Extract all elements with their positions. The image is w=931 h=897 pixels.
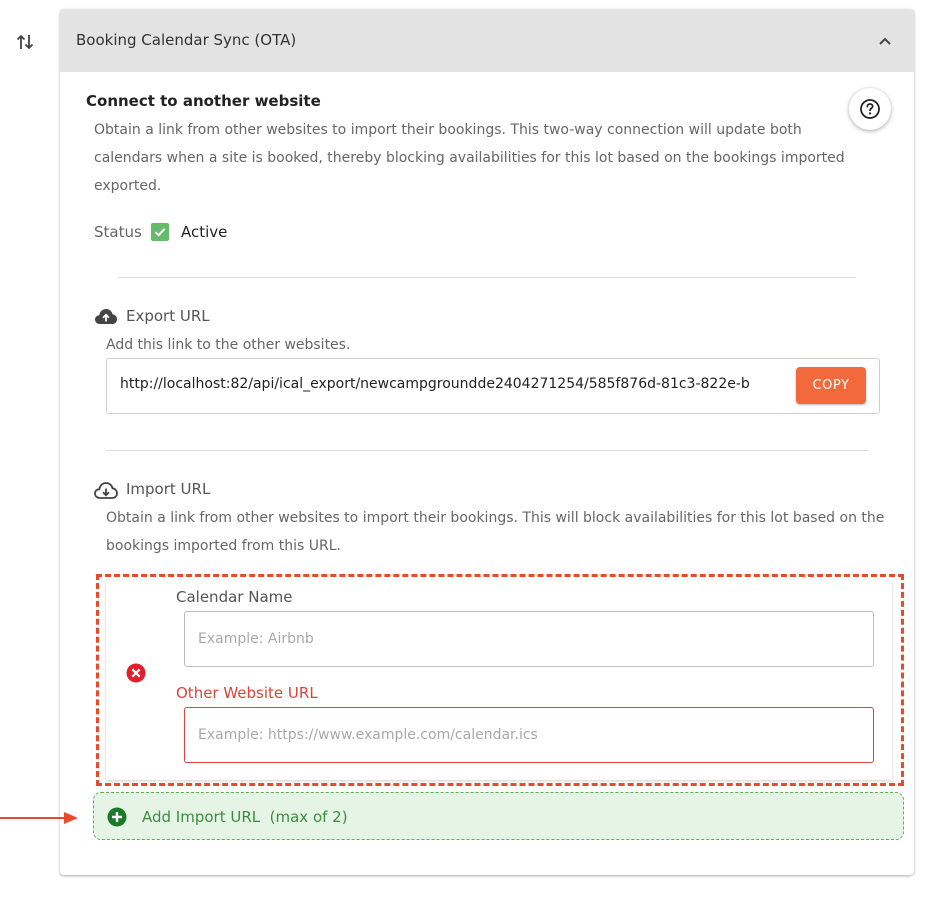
add-circle-icon (107, 807, 127, 827)
calendar-name-label: Calendar Name (176, 588, 293, 606)
panel-title: Booking Calendar Sync (OTA) (76, 31, 297, 49)
import-title: Import URL (126, 480, 211, 498)
add-import-url-label: Add Import URL (max of 2) (142, 808, 348, 826)
cloud-download-icon (94, 480, 118, 500)
other-url-label: Other Website URL (176, 684, 318, 702)
section-title: Connect to another website (86, 92, 321, 110)
export-url-value[interactable]: http://localhost:82/api/ical_export/newcampgroundde2404271254/585f876d-81c3-822e-b (120, 376, 750, 392)
copy-button[interactable]: COPY (796, 367, 866, 404)
annotation-arrow-icon (0, 810, 80, 826)
remove-circle-icon[interactable] (126, 663, 146, 683)
sort-icon[interactable] (14, 31, 36, 53)
status-checkbox[interactable] (151, 223, 169, 241)
status-label: Status (94, 223, 142, 241)
chevron-up-icon[interactable] (876, 32, 894, 50)
help-button[interactable] (849, 88, 891, 130)
divider (118, 277, 856, 278)
status-value: Active (181, 223, 228, 241)
other-url-input[interactable] (184, 707, 874, 763)
help-icon (859, 98, 881, 120)
calendar-name-input[interactable] (184, 611, 874, 667)
connect-description: Obtain a link from other websites to import their bookings. This two-way connection will update both calendars when a site is booked, thereby blocking availabilities for this lot based on the bookings imported exported. (94, 122, 845, 194)
export-title: Export URL (126, 307, 210, 325)
check-icon (153, 225, 167, 239)
cloud-upload-icon (94, 306, 118, 326)
export-description: Add this link to the other websites. (106, 337, 351, 353)
import-description: Obtain a link from other websites to import their bookings. This will block availabilities for this lot based on the bookings imported from this URL. (106, 510, 885, 554)
divider (106, 450, 868, 451)
